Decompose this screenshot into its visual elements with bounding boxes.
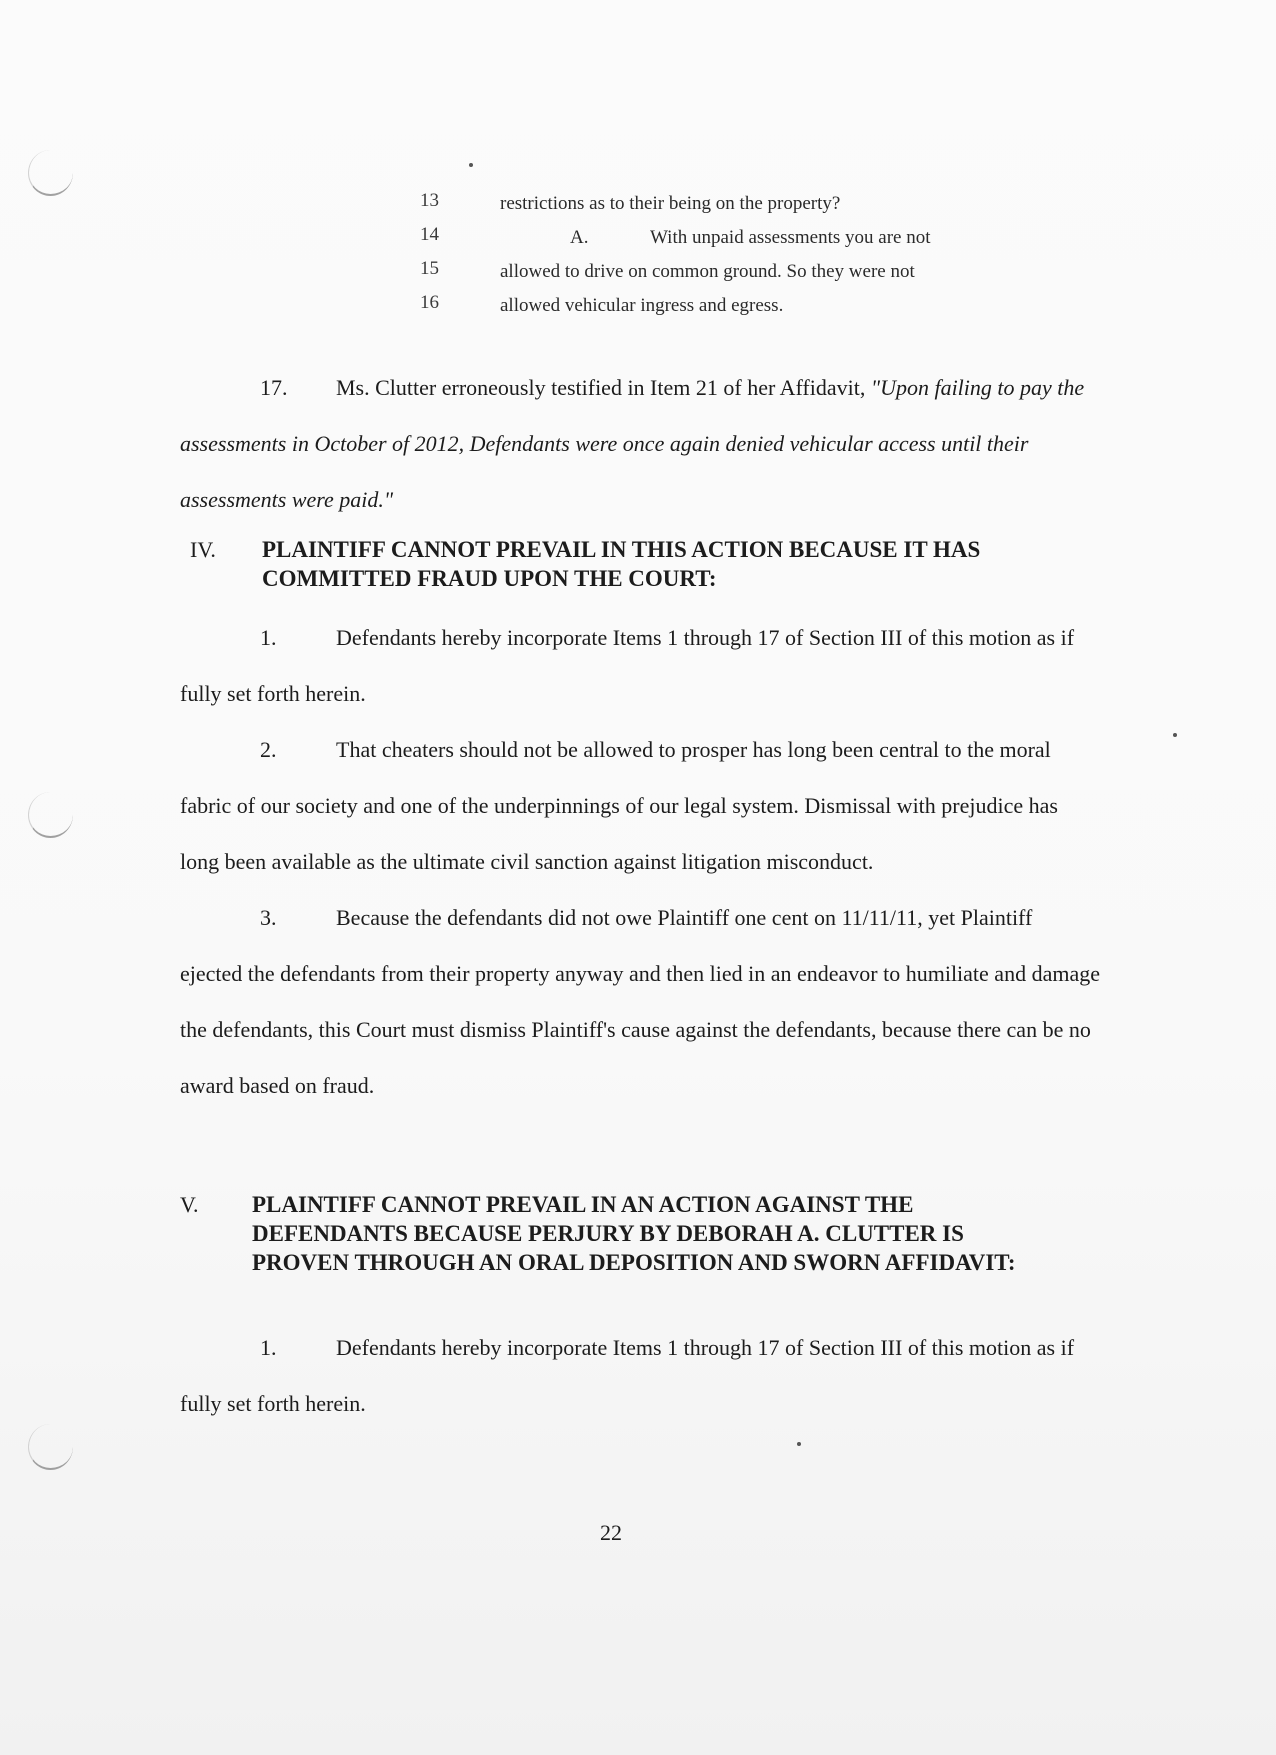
section-v-items [180, 1320, 1100, 1432]
section-v-heading [180, 1190, 1032, 1277]
paragraph-number: 1. [260, 625, 277, 650]
paragraph-number: 17. [260, 375, 288, 400]
page-number: 22 [600, 1520, 622, 1545]
deposition-text: allowed to drive on common ground. So they were not [500, 261, 915, 282]
section-title: PLAINTIFF CANNOT PREVAIL IN THIS ACTION BECAUSE IT HAS COMMITTED FRAUD UPON THE COURT: [262, 537, 981, 591]
deposition-line [420, 258, 980, 292]
item-17 [180, 360, 1100, 528]
scan-speck [1173, 733, 1177, 737]
deposition-text: allowed vehicular ingress and egress. [500, 295, 784, 316]
binder-hole-mark [28, 792, 73, 838]
section-iv-heading [190, 535, 1042, 593]
answer-label: A. [570, 227, 589, 248]
paragraph-number: 3. [260, 905, 277, 930]
paragraph-text: Because the defendants did not owe Plaintiff one cent on 11/11/11, yet Plaintiff ejected the defendants from their property anyway and then lied in an endeavor to humiliate and damage the defendants, this Court must dismiss Plaintiff's cause against the defendants, because there can be no award based on fraud. [180, 905, 1100, 1098]
paragraph-text: That cheaters should not be allowed to prosper has long been central to the moral fabric of our society and one of the underpinnings of our legal system. Dismissal with prejudice has long been available as the ultimate civil sanction against litigation misconduct. [180, 737, 1058, 874]
line-number: 13 [420, 190, 439, 211]
paragraph-number: 2. [260, 737, 277, 762]
paragraph [180, 722, 1100, 890]
line-number: 14 [420, 224, 439, 245]
paragraph [180, 1320, 1100, 1432]
deposition-text: With unpaid assessments you are not [650, 227, 931, 248]
paragraph-text: Defendants hereby incorporate Items 1 through 17 of Section III of this motion as if fully set forth herein. [180, 1335, 1075, 1416]
affidavit-quote: "Upon failing to pay the assessments in October of 2012, Defendants were once again denied vehicular access until their assessments were paid." [180, 375, 1085, 512]
binder-hole-mark [28, 1424, 73, 1470]
deposition-text: restrictions as to their being on the property? [500, 193, 841, 214]
paragraph-number: 1. [260, 1335, 277, 1360]
line-number: 16 [420, 292, 439, 313]
paragraph [180, 890, 1100, 1114]
paragraph [180, 610, 1100, 722]
paragraph [180, 360, 1100, 528]
deposition-line [420, 190, 980, 224]
scan-speck [469, 163, 473, 167]
deposition-excerpt [420, 190, 980, 326]
section-numeral: V. [180, 1192, 199, 1217]
section-title: PLAINTIFF CANNOT PREVAIL IN AN ACTION AGAINST THE DEFENDANTS BECAUSE PERJURY BY DEBORAH A. CLUTTER IS PROVEN THROUGH AN ORAL DEPOSITION AND SWORN AFFIDAVIT: [252, 1192, 1016, 1275]
deposition-answer [570, 227, 931, 249]
scan-speck [797, 1442, 801, 1446]
paragraph-text: Defendants hereby incorporate Items 1 through 17 of Section III of this motion as if fully set forth herein. [180, 625, 1075, 706]
paragraph-text: Ms. Clutter erroneously testified in Item 21 of her Affidavit, [336, 375, 871, 400]
line-number: 15 [420, 258, 439, 279]
binder-hole-mark [28, 150, 73, 196]
section-numeral: IV. [190, 537, 216, 562]
section-iv-items [180, 610, 1100, 1114]
deposition-line [420, 224, 980, 258]
deposition-line [420, 292, 980, 326]
